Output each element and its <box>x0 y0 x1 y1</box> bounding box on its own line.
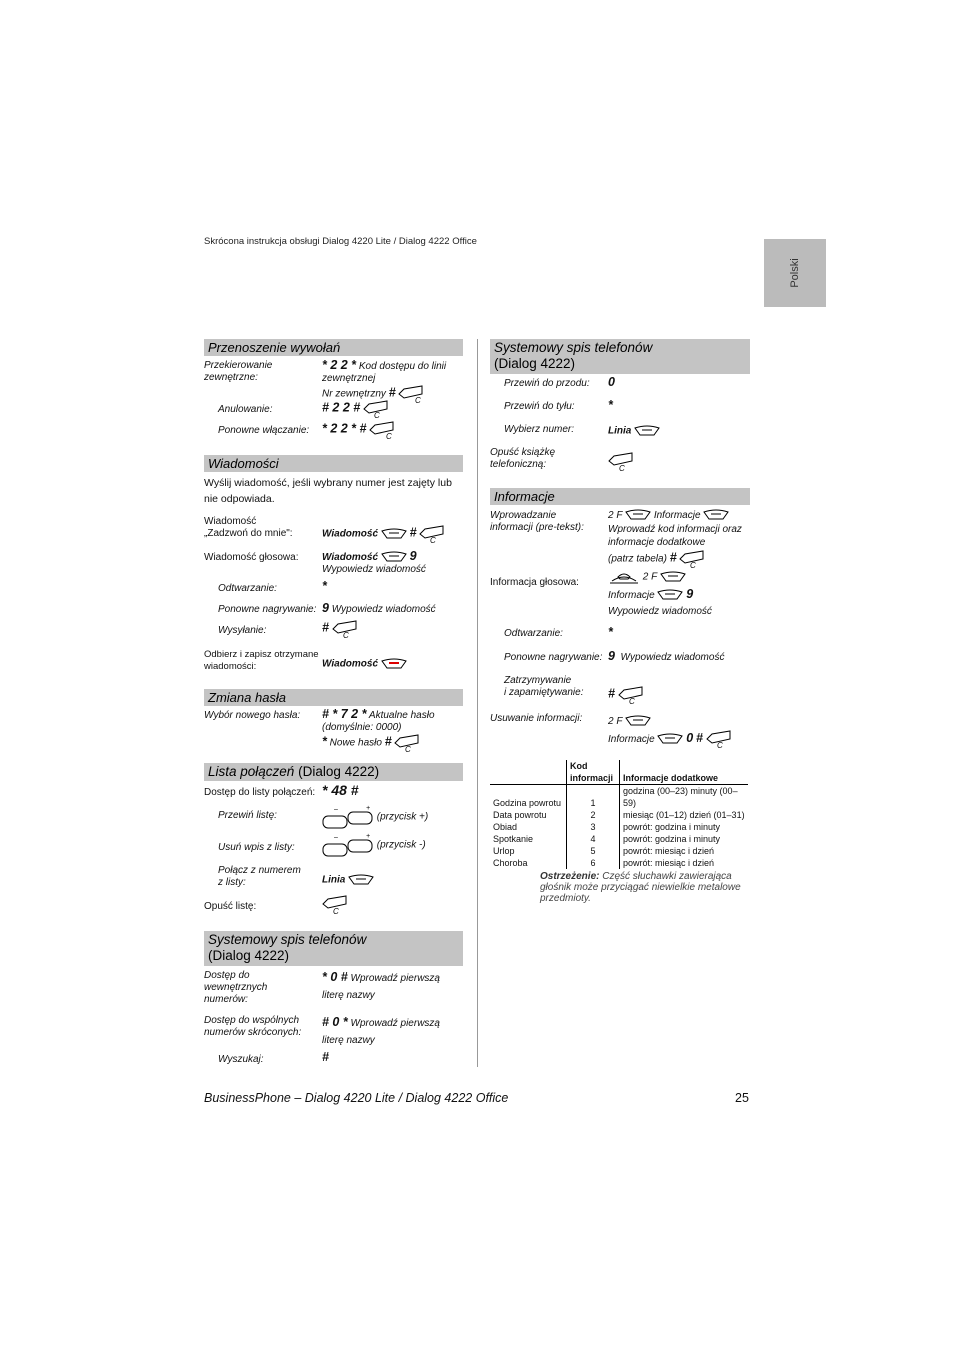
section-header-systemowy-left: Systemowy spis telefonów (Dialog 4222) <box>204 931 463 966</box>
delete-info-value: 2 F Informacje 0 # C <box>608 714 732 748</box>
voice-message-value: Wiadomość 9 Wypowiedz wiadomość <box>322 549 426 575</box>
leave-list-label: Opuść listę: <box>204 901 257 912</box>
table-cell: Choroba <box>490 857 567 869</box>
new-password-label: Wybór nowego hasła: <box>204 710 301 721</box>
dial-value: Linia <box>608 425 660 438</box>
table-cell: powrót: miesiąc i dzień <box>623 846 715 856</box>
softkey-icon <box>381 528 407 540</box>
forward-value: 0 <box>608 375 615 389</box>
table-cell: Data powrotu <box>490 809 567 821</box>
svg-text:C: C <box>690 560 697 568</box>
language-tab <box>764 239 826 307</box>
section-header-przenoszenie: Przenoszenie wywołań <box>204 339 463 356</box>
section-header-wiadomosci: Wiadomości <box>204 455 463 472</box>
rerecord-value: 9 Wypowiedz wiadomość <box>322 601 436 615</box>
delete-entry-label: Usuń wpis z listy: <box>218 842 295 853</box>
svg-text:C: C <box>342 631 349 638</box>
table-row <box>490 857 748 869</box>
back-label: Przewiń do tyłu: <box>504 401 575 412</box>
table-cell: godzina (00–23) minuty (00–59) <box>623 786 738 808</box>
softkey-icon <box>634 425 660 437</box>
new-password-value: # * 7 2 * Aktualne hasło (domyślnie: 0000) * Nowe hasło # C <box>322 707 435 752</box>
playback-value: * <box>322 579 327 593</box>
search-value: # <box>322 1050 329 1064</box>
reenable-value: * 2 2 * # C <box>322 421 395 439</box>
table-row <box>490 809 748 821</box>
svg-text:–: – <box>334 834 338 841</box>
handset-offhook-icon <box>608 569 640 585</box>
common-numbers-value: # 0 * Wprowadź pierwszą literę nazwy <box>322 1015 440 1046</box>
table-row <box>490 845 748 857</box>
callme-label: Wiadomość „Zadzwoń do mnie": <box>204 516 293 539</box>
cancel-value: # 2 2 # C <box>322 400 389 418</box>
pretext-value: 2 F Informacje Wprowadź kod informacji oraz informacje dodatkowe (patrz tabela) # C <box>608 510 742 568</box>
voice-info-value: 2 F Informacje 9 Wypowiedz wiadomość <box>608 569 712 620</box>
softkey-icon <box>657 589 683 601</box>
footer-title: BusinessPhone – Dialog 4220 Lite / Dialog 4222 Office <box>204 1091 509 1105</box>
cancel-label: Anulowanie: <box>218 404 273 415</box>
internal-numbers-label: Dostęp do wewnętrznych numerów: <box>204 970 268 1005</box>
table-cell: powrót: godzina i minuty <box>623 834 721 844</box>
voice-message-label: Wiadomość głosowa: <box>204 552 299 563</box>
warning-note <box>540 871 750 904</box>
table-row <box>490 785 748 810</box>
messages-intro: Wyślij wiadomość, jeśli wybrany numer jest zajęty lub nie odpowiada. <box>204 477 452 505</box>
svg-text:C: C <box>628 697 635 704</box>
pretext-label: Wprowadzanie informacji (pre-tekst): <box>490 510 584 533</box>
svg-text:C: C <box>619 464 625 472</box>
receive-value: Wiadomość <box>322 658 407 671</box>
search-label: Wyszukaj: <box>218 1054 264 1065</box>
scroll-list-value: – + (przycisk +) <box>322 804 428 830</box>
c-key-icon <box>419 525 445 543</box>
ext-forward-value: * 2 2 * Kod dostępu do linii zewnętrznej Nr zewnętrzny # C <box>322 358 447 403</box>
section-header-informacje: Informacje <box>490 488 750 505</box>
softkey-icon <box>703 509 729 521</box>
leave-book-value <box>608 452 634 472</box>
page-number: 25 <box>735 1091 749 1105</box>
svg-text:C: C <box>716 741 723 749</box>
warning-text: Część słuchawki zawierająca głośnik może przyciągać niewielkie metalowe przedmioty. <box>540 871 741 904</box>
table-cell: powrót: miesiąc i dzień <box>623 858 715 868</box>
c-key-icon <box>363 400 389 418</box>
reenable-label: Ponowne włączanie: <box>218 425 310 436</box>
connect-value: Linia <box>322 874 374 887</box>
softkey-icon <box>381 551 407 563</box>
section-header-lista: Lista połączeń (Dialog 4222) <box>204 763 463 781</box>
table-cell: miesiąc (01–12) dzień (01–31) <box>623 810 745 820</box>
table-cell: Urlop <box>490 845 567 857</box>
table-header-row <box>490 760 748 785</box>
table-cell: powrót: godzina i minuty <box>623 822 721 832</box>
running-head: Skrócona instrukcja obsługi Dialog 4220 Lite / Dialog 4222 Office <box>204 236 477 247</box>
scroll-list-label: Przewiń listę: <box>218 810 277 821</box>
dial-label: Wybierz numer: <box>504 424 575 435</box>
common-numbers-label: Dostęp do wspólnych numerów skróconych: <box>204 1015 302 1038</box>
table-cell: 5 <box>567 845 620 857</box>
c-key-icon <box>332 620 358 638</box>
back-value: * <box>608 398 613 412</box>
c-key-icon <box>618 686 644 704</box>
table-cell: 3 <box>567 821 620 833</box>
leave-book-label: Opuść książkę telefoniczną: <box>490 447 556 470</box>
svg-text:C: C <box>374 411 380 418</box>
table-cell: 2 <box>567 809 620 821</box>
c-key-icon <box>322 895 348 915</box>
stop-save-value: # C <box>608 686 644 704</box>
receive-label: Odbierz i zapisz otrzymane wiadomości: <box>204 649 319 672</box>
table-header-cell: Kod informacji <box>567 760 620 785</box>
volume-keys-icon <box>322 804 374 830</box>
table-cell: Spotkanie <box>490 833 567 845</box>
delete-info-label: Usuwanie informacji: <box>490 713 583 724</box>
svg-text:C: C <box>415 396 422 403</box>
info-codes-table <box>490 760 748 869</box>
section-header-zmiana: Zmiana hasła <box>204 689 463 706</box>
svg-text:C: C <box>333 907 339 915</box>
ext-forward-label: Przekierowanie zewnętrzne: <box>204 360 273 383</box>
softkey-icon <box>657 733 683 745</box>
section-header-systemowy-right: Systemowy spis telefonów (Dialog 4222) <box>490 339 750 374</box>
table-header-cell: Informacje dodatkowe <box>620 760 749 785</box>
table-row <box>490 821 748 833</box>
softkey-icon <box>660 571 686 583</box>
voice-info-label: Informacja głosowa: <box>490 577 579 588</box>
c-key-icon <box>608 452 634 472</box>
table-cell: 6 <box>567 857 620 869</box>
c-key-icon <box>706 730 732 748</box>
table-cell: 1 <box>567 785 620 810</box>
softkey-icon <box>348 874 374 886</box>
svg-text:C: C <box>430 536 437 543</box>
table-cell: 4 <box>567 833 620 845</box>
calllist-access-label: Dostęp do listy połączeń: <box>204 787 316 798</box>
internal-numbers-value: * 0 # Wprowadź pierwszą literę nazwy <box>322 970 440 1001</box>
svg-text:–: – <box>334 806 338 813</box>
delete-entry-value: – + (przycisk -) <box>322 832 426 858</box>
forward-label: Przewiń do przodu: <box>504 378 590 389</box>
softkey-lamp-icon <box>381 658 407 670</box>
volume-keys-icon <box>322 832 374 858</box>
c-key-icon <box>398 385 424 403</box>
rerecord-label: Ponowne nagrywanie: <box>218 604 317 615</box>
softkey-icon <box>625 715 651 727</box>
connect-label: Połącz z numerem z listy: <box>218 865 301 888</box>
stop-save-label: Zatrzymywanie i zapamiętywanie: <box>504 675 584 698</box>
svg-text:C: C <box>386 432 393 439</box>
c-key-icon <box>369 421 395 439</box>
info-rerecord-label: Ponowne nagrywanie: <box>504 652 603 663</box>
calllist-access-value: * 48 # <box>322 782 359 798</box>
table-header-cell <box>490 760 567 785</box>
svg-text:C: C <box>405 745 412 752</box>
column-divider <box>477 339 478 1067</box>
table-cell: Obiad <box>490 821 567 833</box>
warning-label: Ostrzeżenie: <box>540 871 600 882</box>
c-key-icon <box>679 550 705 568</box>
callme-value: Wiadomość # C <box>322 525 445 543</box>
info-playback-label: Odtwarzanie: <box>504 628 563 639</box>
softkey-icon <box>625 509 651 521</box>
language-tab-label: Polski <box>789 258 801 288</box>
send-value: # C <box>322 620 358 638</box>
send-label: Wysyłanie: <box>218 625 267 636</box>
svg-text:+: + <box>366 833 371 840</box>
leave-list-value <box>322 895 348 915</box>
table-row <box>490 833 748 845</box>
info-rerecord-value: 9 Wypowiedz wiadomość <box>608 649 725 663</box>
playback-label: Odtwarzanie: <box>218 583 277 594</box>
table-cell: Godzina powrotu <box>490 785 567 810</box>
c-key-icon <box>394 734 420 752</box>
svg-text:+: + <box>366 805 371 812</box>
info-playback-value: * <box>608 625 613 639</box>
